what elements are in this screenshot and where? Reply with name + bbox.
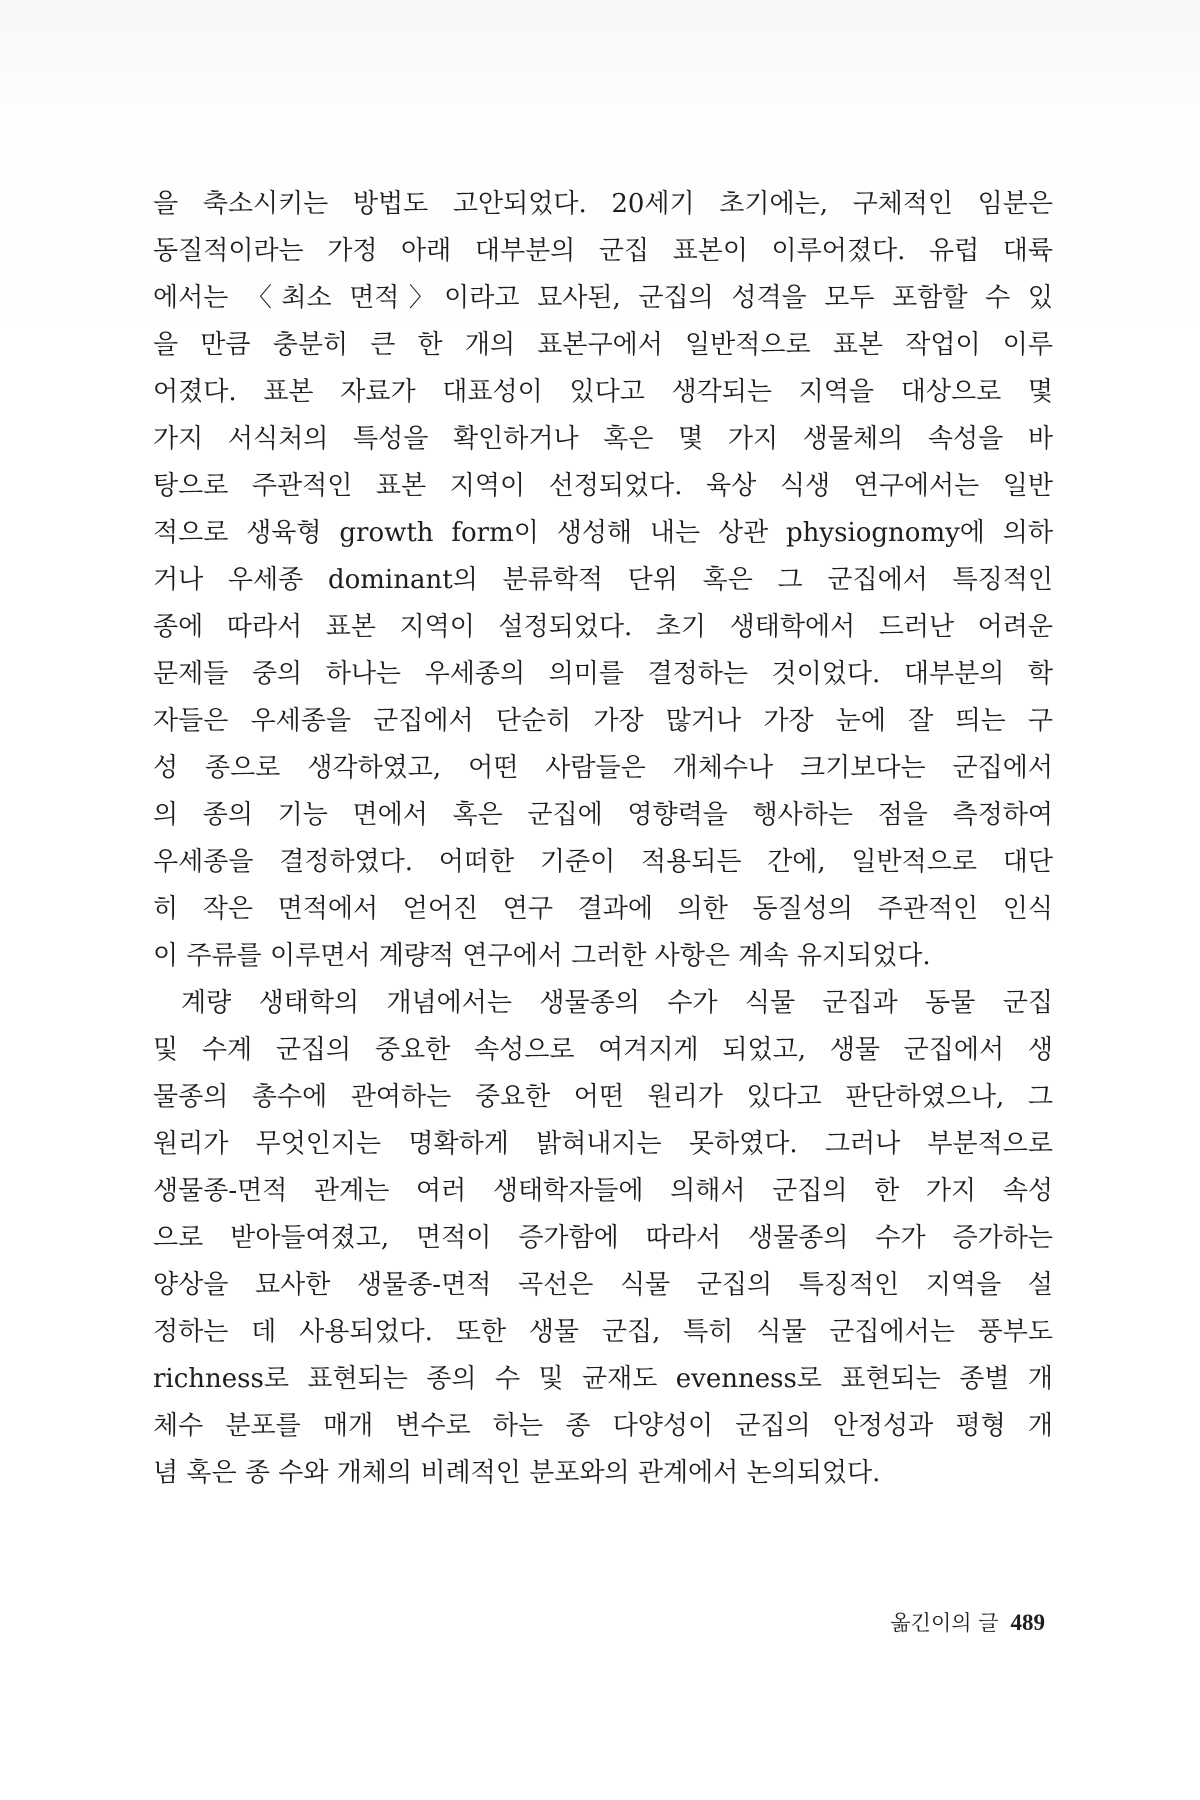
text-line: 우세종을 결정하였다. 어떠한 기준이 적용되든 간에, 일반적으로 대단 (153, 847, 1053, 877)
text-line: 동질적이라는 가정 아래 대부분의 군집 표본이 이루어졌다. 유럽 대륙 (153, 236, 1053, 266)
text-line: richness로 표현되는 종의 수 및 균재도 evenness로 표현되는 종별 개 (153, 1364, 1053, 1394)
text-line: 에서는 〈최소 면적〉이라고 묘사된, 군집의 성격을 모두 포함할 수 있 (153, 283, 1053, 313)
text-line: 을 축소시키는 방법도 고안되었다. 20세기 초기에는, 구체적인 임분은 (153, 189, 1053, 219)
body-text (153, 181, 1053, 1497)
text-line: 물종의 총수에 관여하는 중요한 어떤 원리가 있다고 판단하였으나, 그 (153, 1082, 1053, 1112)
text-line: 양상을 묘사한 생물종-면적 곡선은 식물 군집의 특징적인 지역을 설 (153, 1270, 1053, 1300)
text-line: 정하는 데 사용되었다. 또한 생물 군집, 특히 식물 군집에서는 풍부도 (153, 1317, 1053, 1347)
text-line: 자들은 우세종을 군집에서 단순히 가장 많거나 가장 눈에 잘 띄는 구 (153, 706, 1053, 736)
text-line: 의 종의 기능 면에서 혹은 군집에 영향력을 행사하는 점을 측정하여 (153, 800, 1053, 830)
paragraph-2 (153, 980, 1053, 1497)
text-line: 어졌다. 표본 자료가 대표성이 있다고 생각되는 지역을 대상으로 몇 (153, 377, 1053, 407)
text-line: 및 수계 군집의 중요한 속성으로 여겨지게 되었고, 생물 군집에서 생 (153, 1035, 1053, 1065)
text-line: 종에 따라서 표본 지역이 설정되었다. 초기 생태학에서 드러난 어려운 (153, 612, 1053, 642)
text-line: 생물종-면적 관계는 여러 생태학자들에 의해서 군집의 한 가지 속성 (153, 1176, 1053, 1206)
text-line: 탕으로 주관적인 표본 지역이 선정되었다. 육상 식생 연구에서는 일반 (153, 471, 1053, 501)
text-line: 원리가 무엇인지는 명확하게 밝혀내지는 못하였다. 그러나 부분적으로 (153, 1129, 1053, 1159)
text-line: 문제들 중의 하나는 우세종의 의미를 결정하는 것이었다. 대부분의 학 (153, 659, 1053, 689)
text-line: 히 작은 면적에서 얻어진 연구 결과에 의한 동질성의 주관적인 인식 (153, 894, 1053, 924)
text-line: 체수 분포를 매개 변수로 하는 종 다양성이 군집의 안정성과 평형 개 (153, 1411, 1053, 1441)
text-line: 념 혹은 종 수와 개체의 비례적인 분포와의 관계에서 논의되었다. (153, 1458, 881, 1488)
paragraph-1 (153, 181, 1053, 980)
text-line: 으로 받아들여졌고, 면적이 증가함에 따라서 생물종의 수가 증가하는 (153, 1223, 1053, 1253)
page-footer (700, 1608, 1045, 1639)
text-line: 적으로 생육형 growth form이 생성해 내는 상관 physiognomy에 의하 (153, 518, 1053, 548)
running-footer-title: 옮긴이의 글 (890, 1611, 999, 1635)
text-line: 거나 우세종 dominant의 분류학적 단위 혹은 그 군집에서 특징적인 (153, 565, 1053, 595)
text-line: 계량 생태학의 개념에서는 생물종의 수가 식물 군집과 동물 군집 (181, 988, 1053, 1018)
text-line: 성 종으로 생각하였고, 어떤 사람들은 개체수나 크기보다는 군집에서 (153, 753, 1053, 783)
text-line: 을 만큼 충분히 큰 한 개의 표본구에서 일반적으로 표본 작업이 이루 (153, 330, 1053, 360)
text-line: 이 주류를 이루면서 계량적 연구에서 그러한 사항은 계속 유지되었다. (153, 941, 931, 971)
text-line: 가지 서식처의 특성을 확인하거나 혹은 몇 가지 생물체의 속성을 바 (153, 424, 1053, 454)
page-number: 489 (1010, 1610, 1045, 1635)
